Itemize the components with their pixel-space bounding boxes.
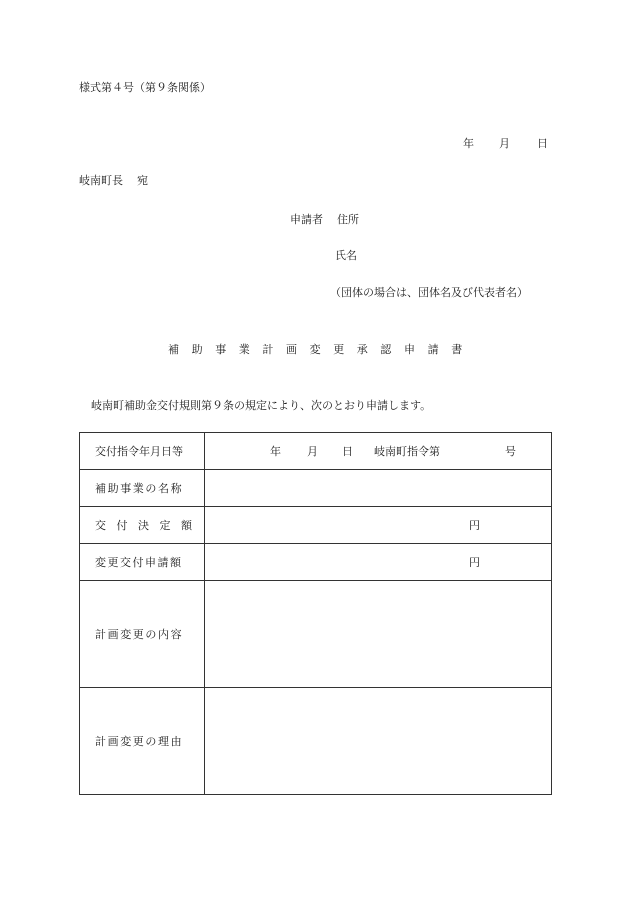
grant-order-field[interactable]	[205, 433, 552, 470]
change-amount-unit: 円	[469, 556, 480, 569]
form-number: 様式第４号（第９条関係）	[79, 81, 211, 94]
decided-amount-field[interactable]	[205, 507, 552, 544]
address-label: 住所	[337, 213, 359, 226]
row-label-change-content: 計画変更の内容	[80, 581, 205, 688]
table-row	[80, 581, 552, 688]
row-label-change-reason: 計画変更の理由	[80, 688, 205, 795]
applicant-note: （団体の場合は、団体名及び代表者名）	[330, 286, 528, 299]
applicant-address-line	[290, 213, 359, 227]
table-row	[80, 470, 552, 507]
number-suffix: 号	[505, 445, 516, 458]
applicant-label: 申請者	[290, 213, 323, 226]
submission-date	[463, 137, 548, 151]
grant-day-label: 日	[342, 445, 353, 458]
order-label: 岐南町指令第	[374, 445, 440, 458]
addressee-suffix: 宛	[137, 174, 148, 187]
row-label-project-name: 補助事業の名称	[80, 470, 205, 507]
project-name-field[interactable]	[205, 470, 552, 507]
grant-year-label: 年	[270, 445, 281, 458]
document-title: 補助事業計画変更承認申請書	[168, 343, 475, 356]
applicant-name-label: 氏名	[335, 249, 357, 262]
change-amount-field[interactable]	[205, 544, 552, 581]
change-content-field[interactable]	[205, 581, 552, 688]
row-label-decided-amount: 交付決定額	[80, 507, 205, 544]
table-row	[80, 688, 552, 795]
addressee	[79, 174, 148, 188]
date-day-label: 日	[537, 137, 548, 150]
date-month-label: 月	[499, 137, 510, 150]
intro-text: 岐南町補助金交付規則第９条の規定により、次のとおり申請します。	[91, 399, 432, 412]
decided-amount-unit: 円	[469, 519, 480, 532]
table-row	[80, 507, 552, 544]
table-row	[80, 433, 552, 470]
application-table	[79, 432, 552, 795]
table-row	[80, 544, 552, 581]
change-reason-field[interactable]	[205, 688, 552, 795]
row-label-change-amount: 変更交付申請額	[80, 544, 205, 581]
grant-month-label: 月	[307, 445, 318, 458]
date-year-label: 年	[463, 137, 474, 150]
row-label-grant-order: 交付指令年月日等	[80, 433, 205, 470]
addressee-name: 岐南町長	[79, 174, 123, 187]
